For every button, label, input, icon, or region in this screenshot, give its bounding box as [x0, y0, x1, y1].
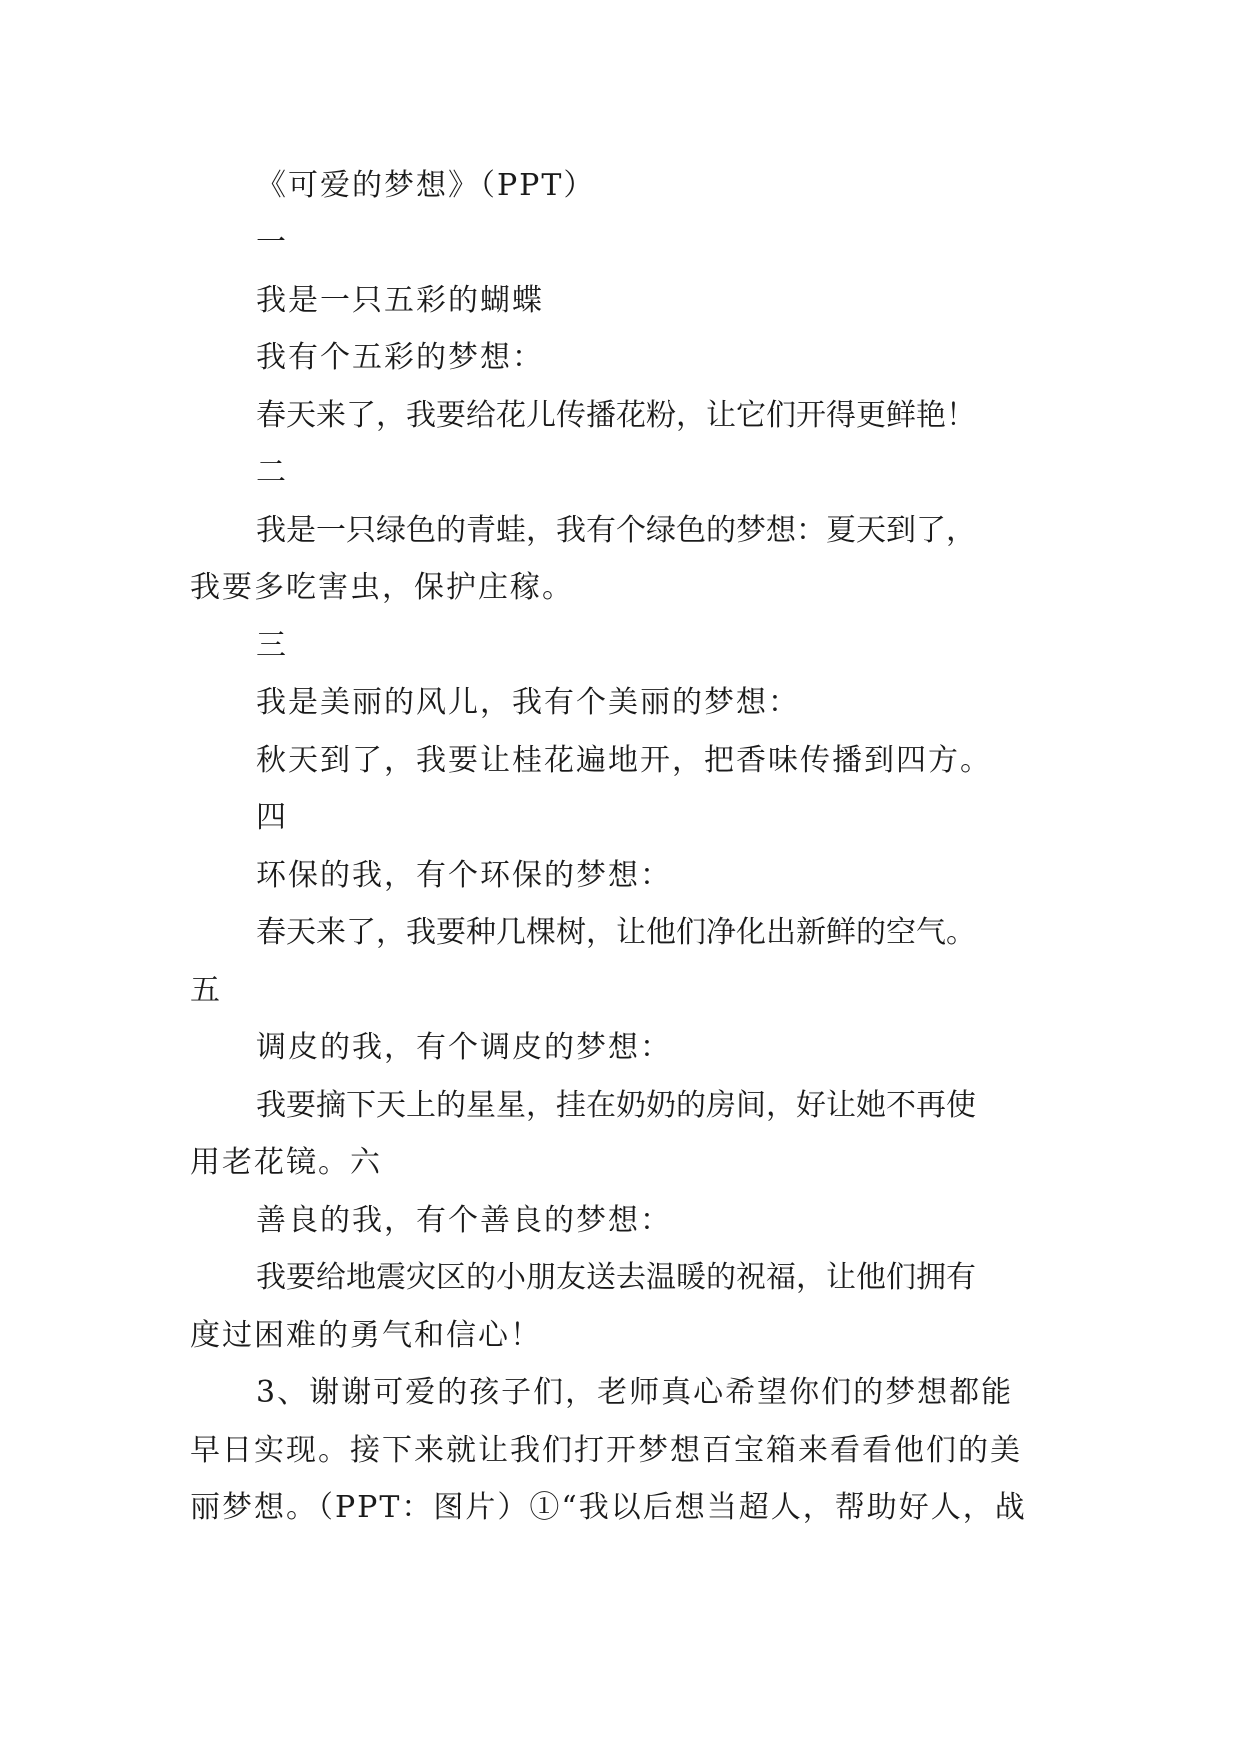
paragraph-line: 我是一只五彩的蝴蝶: [256, 283, 544, 318]
paragraph-line: 环保的我，有个环保的梦想：: [256, 858, 672, 893]
paragraph-line: 秋天到了，我要让桂花遍地开，把香味传播到四方。: [256, 743, 992, 778]
paragraph-line: 我要摘下天上的星星，挂在奶奶的房间，好让她不再使: [256, 1088, 976, 1123]
paragraph-line: 早日实现。接下来就让我们打开梦想百宝箱来看看他们的美: [190, 1433, 1022, 1468]
paragraph-line: 我要给地震灾区的小朋友送去温暖的祝福，让他们拥有: [256, 1260, 976, 1295]
paragraph-line: 我是美丽的风儿，我有个美丽的梦想：: [256, 685, 800, 720]
section-number: 五: [190, 973, 222, 1008]
paragraph-line: 我是一只绿色的青蛙，我有个绿色的梦想：夏天到了，: [256, 513, 976, 548]
document-title: 《可爱的梦想》（PPT）: [256, 168, 596, 203]
paragraph-line: 我要多吃害虫，保护庄稼。: [190, 570, 574, 605]
paragraph-line: 善良的我，有个善良的梦想：: [256, 1203, 672, 1238]
section-number: 一: [256, 225, 288, 260]
section-number: 四: [256, 800, 288, 835]
paragraph-line: 度过困难的勇气和信心！: [190, 1318, 542, 1353]
paragraph-line: 我有个五彩的梦想：: [256, 340, 544, 375]
paragraph-line: 春天来了，我要种几棵树，让他们净化出新鲜的空气。: [256, 915, 976, 950]
paragraph-line: 春天来了，我要给花儿传播花粉，让它们开得更鲜艳！: [256, 398, 976, 433]
paragraph-line: 丽梦想。（PPT：图片）①“我以后想当超人，帮助好人，战: [190, 1490, 1027, 1525]
paragraph-line: 3、谢谢可爱的孩子们，老师真心希望你们的梦想都能: [256, 1375, 1014, 1410]
paragraph-line: 调皮的我，有个调皮的梦想：: [256, 1030, 672, 1065]
section-number: 二: [256, 455, 288, 490]
paragraph-line: 用老花镜。六: [190, 1145, 382, 1180]
section-number: 三: [256, 628, 288, 663]
